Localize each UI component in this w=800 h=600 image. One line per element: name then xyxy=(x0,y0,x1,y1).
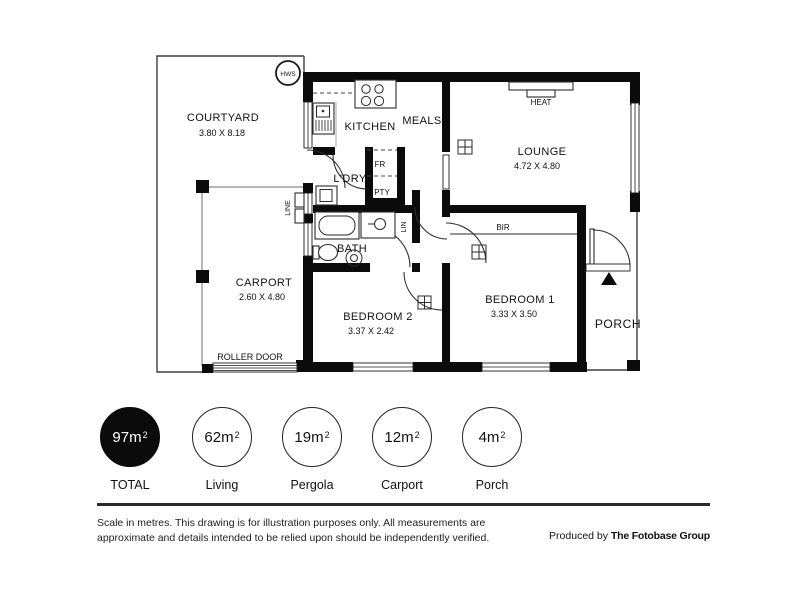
stove xyxy=(355,80,396,108)
wall-corner xyxy=(296,360,313,372)
area-label-pergola: Pergola xyxy=(290,478,334,492)
wall-bottom xyxy=(413,362,482,372)
wall-pantry-bottom xyxy=(365,198,405,205)
wall-bath-bottom xyxy=(313,263,370,272)
area-value: 19m xyxy=(294,428,324,446)
window-symbol xyxy=(472,245,486,259)
wall-top xyxy=(303,72,640,82)
vanity-basin xyxy=(361,212,395,238)
carport-post xyxy=(202,364,213,373)
kitchen-sink xyxy=(313,103,334,134)
wall-bedroom-divider xyxy=(442,263,450,362)
room-dims-lounge: 4.72 X 4.80 xyxy=(513,161,561,171)
entry-arrow xyxy=(601,272,617,285)
door-arc-entry xyxy=(593,230,630,267)
room-label-meals: MEALS xyxy=(402,115,442,127)
door-arc-bedroom2 xyxy=(404,272,442,310)
roller-door xyxy=(213,363,297,372)
area-circle-carport xyxy=(372,407,432,467)
fridge-label: FR xyxy=(374,160,386,169)
linen-label: LIN xyxy=(401,221,408,233)
wall-meals-lounge xyxy=(442,72,450,152)
washing-machine xyxy=(316,186,337,205)
area-value: 12m xyxy=(384,428,414,446)
wall-left xyxy=(303,256,313,362)
disclaimer-line1: Scale in metres. This drawing is for illustration purposes only. All measurements are xyxy=(97,517,486,529)
room-label-carport: CARPORT xyxy=(235,277,293,289)
hws-label: HWS xyxy=(280,71,296,78)
area-value: 62m xyxy=(204,428,234,446)
area-sup: 2 xyxy=(234,430,240,440)
room-label-courtyard: COURTYARD xyxy=(186,112,260,124)
room-label-porch: PORCH xyxy=(594,317,642,331)
line-label: LINE xyxy=(285,200,292,216)
room-label-laundry: L'DRY xyxy=(333,173,367,185)
front-door-leaf xyxy=(590,229,594,267)
carport-post xyxy=(196,270,209,283)
room-dims-bedroom2: 3.37 X 2.42 xyxy=(347,326,395,336)
room-label-kitchen: KITCHEN xyxy=(344,121,396,133)
area-value: 4m xyxy=(478,428,500,446)
area-circle-total xyxy=(100,407,160,467)
footer-divider xyxy=(97,503,710,506)
room-label-lounge: LOUNGE xyxy=(517,146,567,158)
disclaimer-text xyxy=(97,516,527,545)
area-label-carport: Carport xyxy=(381,478,423,492)
toilet xyxy=(313,245,338,261)
area-label-total: TOTAL xyxy=(110,478,150,492)
wall-bir xyxy=(442,205,586,213)
entry-threshold xyxy=(586,264,630,271)
room-label-bedroom2: BEDROOM 2 xyxy=(343,311,413,323)
wall-left xyxy=(303,72,313,102)
window-symbol xyxy=(418,296,431,309)
wall-left xyxy=(303,183,313,193)
pantry-label: PTY xyxy=(374,188,390,197)
room-label-bedroom1: BEDROOM 1 xyxy=(485,294,555,306)
porch-post xyxy=(627,360,640,371)
room-label-bath: BATH xyxy=(336,243,368,255)
produced-by-text: Produced by xyxy=(549,530,611,542)
courtyard-outline xyxy=(157,56,304,372)
heat-label: HEAT xyxy=(530,98,552,107)
bathtub xyxy=(315,212,359,239)
bir-label: BIR xyxy=(496,223,510,232)
producer-name: The Fotobase Group xyxy=(610,530,710,542)
wall-right xyxy=(630,191,640,212)
area-label-porch: Porch xyxy=(475,478,509,492)
area-circle-living xyxy=(192,407,252,467)
area-sup: 2 xyxy=(500,430,506,440)
wall-bath-bottom xyxy=(412,263,420,272)
door-arc-bedroom1 xyxy=(446,223,486,263)
clothesline xyxy=(295,193,304,223)
room-dims-bedroom1: 3.33 X 3.50 xyxy=(490,309,538,319)
cased-opening xyxy=(443,155,449,189)
area-value: 97m xyxy=(112,428,142,446)
area-sup: 2 xyxy=(324,430,330,440)
area-circle-pergola xyxy=(282,407,342,467)
area-sup: 2 xyxy=(414,430,420,440)
area-circle-porch xyxy=(462,407,522,467)
room-dims-courtyard: 3.80 X 8.18 xyxy=(198,128,246,138)
carport-post xyxy=(196,180,209,193)
wall-bedroom1-right xyxy=(577,205,586,372)
area-label-living: Living xyxy=(205,478,239,492)
wall-pantry-right xyxy=(397,147,405,203)
wall-right xyxy=(630,72,640,105)
producer-credit xyxy=(549,530,710,542)
room-dims-carport: 2.60 X 4.80 xyxy=(238,292,286,302)
roller-door-label: ROLLER DOOR xyxy=(217,352,283,362)
disclaimer-line2: approximate and details intended to be relied upon should be independently verified. xyxy=(97,531,490,544)
window-symbol xyxy=(458,140,472,154)
area-sup: 2 xyxy=(142,430,148,440)
heater-unit xyxy=(509,82,573,97)
